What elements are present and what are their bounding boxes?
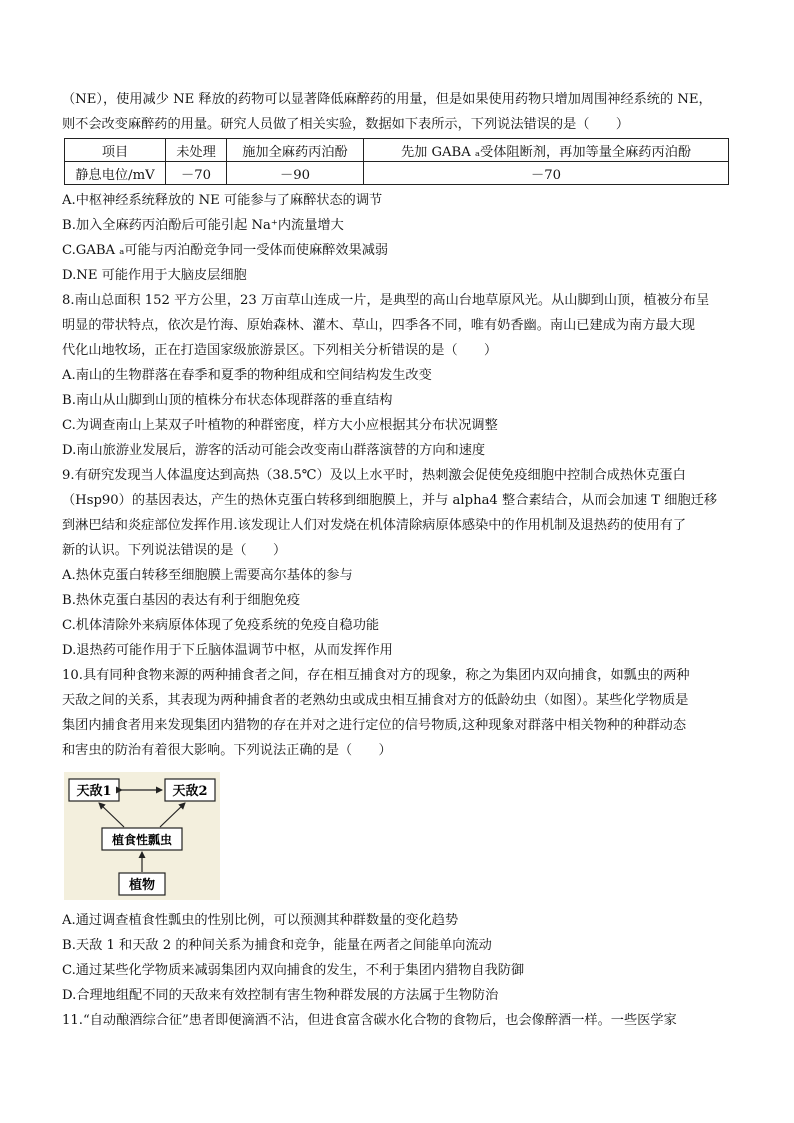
table-cell: －70 [364,162,729,185]
q9-stem-line: 新的认识。下列说法错误的是（ ） [62,543,287,558]
q7-stem-line: （NE），使用减少 NE 释放的药物可以显著降低麻醉药的用量，但是如果使用药物只增加周围神经系统的 NE， [62,92,712,107]
option-b: B.热休克蛋白基因的表达有利于细胞免疫 [62,593,301,608]
enemy2-label: 天敌2 [172,784,208,799]
q10-stem-line: 10.具有同种食物来源的两种捕食者之间，存在相互捕食对方的现象，称之为集团内双向捕食，如瓢虫的两种 [62,668,690,683]
enemy1-label: 天敌1 [76,784,112,799]
option-c: C.GABA ₐ可能与丙泊酚竞争同一受体而使麻醉效果减弱 [62,243,389,258]
option-c: C.机体清除外来病原体体现了免疫系统的免疫自稳功能 [62,618,380,633]
option-d: D.南山旅游业发展后，游客的活动可能会改变南山群落演替的方向和速度 [62,443,486,458]
table-header-row [65,139,729,162]
q8 [62,288,734,463]
q8-stem-line: 代化山地牧场，正在打造国家级旅游景区。下列相关分析错误的是（ ） [62,343,498,358]
q10-options [62,908,734,1008]
option-b: B.加入全麻药丙泊酚后可能引起 Na⁺内流量增大 [62,218,344,233]
option-a: A.南山的生物群落在春季和夏季的物种组成和空间结构发生改变 [62,368,432,383]
table-header-cell: 先加 GABA ₐ受体阻断剂，再加等量全麻药丙泊酚 [364,139,729,162]
table-header-cell: 项目 [65,139,166,162]
table-cell: －90 [227,162,364,185]
q9-stem-line: 9.有研究发现当人体温度达到高热（38.5℃）及以上水平时，热刺激会促使免疫细胞中控制合成热休克蛋白 [62,468,686,483]
table-cell: 静息电位/mV [65,162,166,185]
option-a: A.热休克蛋白转移至细胞膜上需要高尔基体的参与 [62,568,353,583]
q8-stem-line: 明显的带状特点，依次是竹海、原始森林、灌木、草山，四季各不同，唯有奶香幽。南山已建成为南方最大现 [62,318,695,333]
option-d: D.合理地组配不同的天敌来有效控制有害生物种群发展的方法属于生物防治 [62,988,499,1003]
resting-potential-table [64,138,729,185]
option-a: A.通过调查植食性瓢虫的性别比例，可以预测其种群数量的变化趋势 [62,913,459,928]
q10-stem-line: 和害虫的防治有着很大影响。下列说法正确的是（ ） [62,743,392,758]
q11 [62,1008,734,1033]
q9 [62,463,734,663]
q10-stem-line: 天敌之间的关系，其表现为两种捕食者的老熟幼虫或成虫相互捕食对方的低龄幼虫（如图）。某些化学物质是 [62,693,689,708]
q10-stem-line: 集团内捕食者用来发现集团内猎物的存在并对之进行定位的信号物质,这种现象对群落中相关物种的种群动态 [62,718,687,733]
ladybug-label: 植食性瓢虫 [111,833,173,847]
option-c: C.为调查南山上某双子叶植物的种群密度，样方大小应根据其分布状况调整 [62,418,498,433]
table-row [65,162,729,185]
food-web-diagram [64,772,220,900]
option-c: C.通过某些化学物质来减弱集团内双向捕食的发生，不利于集团内猎物自我防御 [62,963,525,978]
option-a: A.中枢神经系统释放的 NE 可能参与了麻醉状态的调节 [62,193,383,208]
plant-label: 植物 [128,878,156,893]
q8-stem-line: 8.南山总面积 152 平方公里，23 万亩草山连成一片，是典型的高山台地草原风光。从山脚到山顶，植被分布呈 [62,293,710,308]
option-b: B.南山从山脚到山顶的植株分布状态体现群落的垂直结构 [62,393,393,408]
q7-stem [62,87,734,137]
q7-options [62,188,734,288]
q11-stem-line: 11.“自动酿酒综合征”患者即便滴酒不沾，但进食富含碳水化合物的食物后，也会像醉酒一样。一些医学家 [62,1013,677,1028]
table-cell: －70 [166,162,227,185]
option-d: D.退热药可能作用于下丘脑体温调节中枢，从而发挥作用 [62,643,393,658]
q9-stem-line: 到淋巴结和炎症部位发挥作用.该发现让人们对发烧在机体清除病原体感染中的作用机制及退热药的使用有了 [62,518,687,533]
table-header-cell: 未处理 [166,139,227,162]
q7-stem-line: 则不会改变麻醉药的用量。研究人员做了相关实验，数据如下表所示，下列说法错误的是（ ） [62,117,630,132]
q10-stem [62,663,734,763]
q9-stem-line: （Hsp90）的基因表达，产生的热休克蛋白转移到细胞膜上，并与 alpha4 整合素结合，从而会加速 T 细胞迁移 [62,493,718,508]
option-d: D.NE 可能作用于大脑皮层细胞 [62,268,247,283]
table-header-cell: 施加全麻药丙泊酚 [227,139,364,162]
option-b: B.天敌 1 和天敌 2 的种间关系为捕食和竞争，能量在两者之间能单向流动 [62,938,492,953]
